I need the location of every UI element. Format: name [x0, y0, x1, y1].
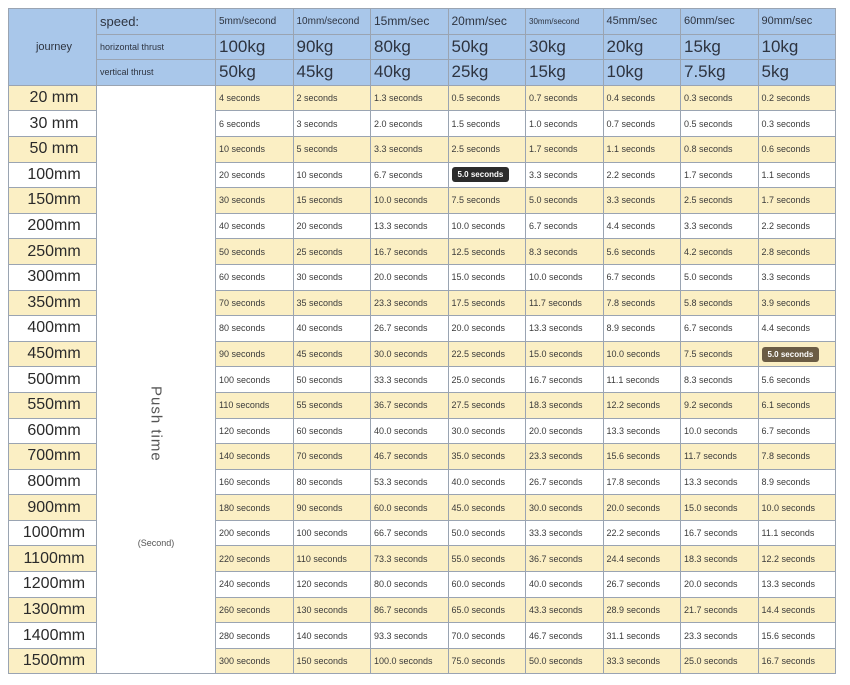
push-time-value: 6.7 seconds: [526, 213, 604, 239]
speed-value: 45mm/sec: [603, 9, 681, 35]
push-time-value: 120 seconds: [293, 572, 371, 598]
push-time-value: 5.0 seconds: [526, 188, 604, 214]
push-time-value: 260 seconds: [216, 597, 294, 623]
push-time-unit: (Second): [137, 537, 175, 548]
push-time-value: 10.0 seconds: [758, 495, 836, 521]
push-time-value: 12.2 seconds: [758, 546, 836, 572]
push-time-value: 21.7 seconds: [681, 597, 759, 623]
push-time-value: 24.4 seconds: [603, 546, 681, 572]
push-time-value: 2.8 seconds: [758, 239, 836, 265]
push-time-cell: [97, 85, 216, 674]
push-time-value: 30.0 seconds: [526, 495, 604, 521]
push-time-value: 80.0 seconds: [371, 572, 449, 598]
push-time-value: 0.3 seconds: [758, 111, 836, 137]
push-time-value: 220 seconds: [216, 546, 294, 572]
speed-label: speed:: [97, 9, 216, 35]
push-time-value: 5.8 seconds: [681, 290, 759, 316]
push-time-value: 43.3 seconds: [526, 597, 604, 623]
push-time-value: 110 seconds: [293, 546, 371, 572]
push-time-value: 100.0 seconds: [371, 648, 449, 674]
push-time-value: 45 seconds: [293, 341, 371, 367]
push-time-value: 8.3 seconds: [681, 367, 759, 393]
journey-distance: 20 mm: [9, 85, 97, 111]
push-time-value: 7.5 seconds: [448, 188, 526, 214]
push-time-value: 1.5 seconds: [448, 111, 526, 137]
speed-row: [9, 9, 836, 35]
speed-value: 90mm/sec: [758, 9, 836, 35]
push-time-value: 160 seconds: [216, 469, 294, 495]
push-time-value: 5.6 seconds: [758, 367, 836, 393]
push-time-value: 1.3 seconds: [371, 85, 449, 111]
push-time-value: 70 seconds: [216, 290, 294, 316]
push-time-value: 13.3 seconds: [758, 572, 836, 598]
push-time-value: 3.3 seconds: [603, 188, 681, 214]
push-time-value: 13.3 seconds: [603, 418, 681, 444]
push-time-value: 86.7 seconds: [371, 597, 449, 623]
push-time-value: 35 seconds: [293, 290, 371, 316]
push-time-value: 4.2 seconds: [681, 239, 759, 265]
journey-distance: 400mm: [9, 316, 97, 342]
push-time-value: 12.5 seconds: [448, 239, 526, 265]
push-time-value: 46.7 seconds: [371, 444, 449, 470]
push-time-value: 3.9 seconds: [758, 290, 836, 316]
push-time-value: 3.3 seconds: [526, 162, 604, 188]
push-time-value: 36.7 seconds: [526, 546, 604, 572]
push-time-value: 65.0 seconds: [448, 597, 526, 623]
push-time-value: 100 seconds: [216, 367, 294, 393]
push-time-value: 2 seconds: [293, 85, 371, 111]
push-time-value: 15 seconds: [293, 188, 371, 214]
push-time-value: 45.0 seconds: [448, 495, 526, 521]
push-time-value: 30.0 seconds: [371, 341, 449, 367]
push-time-value: 10.0 seconds: [526, 264, 604, 290]
push-time-value: 300 seconds: [216, 648, 294, 674]
push-time-value: 60 seconds: [293, 418, 371, 444]
push-time-value: 15.0 seconds: [526, 341, 604, 367]
journey-distance: 1100mm: [9, 546, 97, 572]
journey-distance: 900mm: [9, 495, 97, 521]
push-time-value: 14.4 seconds: [758, 597, 836, 623]
push-time-value: 5 seconds: [293, 136, 371, 162]
push-time-value: 20.0 seconds: [603, 495, 681, 521]
vertical-thrust-value: 7.5kg: [681, 60, 759, 86]
push-time-value: 0.8 seconds: [681, 136, 759, 162]
journey-distance: 1300mm: [9, 597, 97, 623]
push-time-value: 36.7 seconds: [371, 392, 449, 418]
push-time-value: 200 seconds: [216, 520, 294, 546]
push-time-value: 5.6 seconds: [603, 239, 681, 265]
push-time-value: 55 seconds: [293, 392, 371, 418]
journey-distance: 1500mm: [9, 648, 97, 674]
horizontal-thrust-value: 20kg: [603, 34, 681, 60]
journey-distance: 700mm: [9, 444, 97, 470]
push-time-value: 60.0 seconds: [448, 572, 526, 598]
journey-distance: 350mm: [9, 290, 97, 316]
push-time-value: 17.8 seconds: [603, 469, 681, 495]
push-time-value: 50.0 seconds: [448, 520, 526, 546]
push-time-value: 40.0 seconds: [526, 572, 604, 598]
push-time-value: 6.7 seconds: [371, 162, 449, 188]
push-time-value: 70 seconds: [293, 444, 371, 470]
push-time-value: 16.7 seconds: [526, 367, 604, 393]
push-time-value: 18.3 seconds: [681, 546, 759, 572]
push-time-value: 10.0 seconds: [681, 418, 759, 444]
journey-distance: 250mm: [9, 239, 97, 265]
push-time-title: Push time: [147, 385, 165, 462]
push-time-value: 2.5 seconds: [681, 188, 759, 214]
journey-distance: 1000mm: [9, 520, 97, 546]
push-time-value: 3.3 seconds: [681, 213, 759, 239]
push-time-value: 0.6 seconds: [758, 136, 836, 162]
push-time-value: [448, 162, 526, 188]
push-time-value: 26.7 seconds: [526, 469, 604, 495]
push-time-value: 30.0 seconds: [448, 418, 526, 444]
push-time-value: 1.7 seconds: [526, 136, 604, 162]
journey-distance: 30 mm: [9, 111, 97, 137]
push-time-value: 25.0 seconds: [448, 367, 526, 393]
push-time-body: [9, 85, 836, 674]
push-time-value: 10.0 seconds: [371, 188, 449, 214]
push-time-value: 16.7 seconds: [758, 648, 836, 674]
journey-distance: 600mm: [9, 418, 97, 444]
push-time-value: 80 seconds: [216, 316, 294, 342]
push-time-value: 7.8 seconds: [758, 444, 836, 470]
speed-value: 5mm/second: [216, 9, 294, 35]
push-time-value: 80 seconds: [293, 469, 371, 495]
push-time-value: 100 seconds: [293, 520, 371, 546]
vertical-thrust-label: vertical thrust: [97, 60, 216, 86]
push-time-value: 9.2 seconds: [681, 392, 759, 418]
highlighted-value: 5.0 seconds: [452, 167, 510, 182]
push-time-value: 280 seconds: [216, 623, 294, 649]
horizontal-thrust-label: horizontal thrust: [97, 34, 216, 60]
push-time-value: 20.0 seconds: [681, 572, 759, 598]
highlighted-value: 5.0 seconds: [762, 347, 820, 362]
push-time-value: 5.0 seconds: [681, 264, 759, 290]
push-time-value: 15.0 seconds: [448, 264, 526, 290]
push-time-value: 27.5 seconds: [448, 392, 526, 418]
push-time-value: 11.7 seconds: [681, 444, 759, 470]
vertical-thrust-value: 40kg: [371, 60, 449, 86]
table-row: [9, 85, 836, 111]
speed-value: 10mm/second: [293, 9, 371, 35]
vertical-thrust-value: 5kg: [758, 60, 836, 86]
push-time-value: 0.2 seconds: [758, 85, 836, 111]
push-time-value: 140 seconds: [293, 623, 371, 649]
push-time-value: 240 seconds: [216, 572, 294, 598]
push-time-value: 50 seconds: [216, 239, 294, 265]
horizontal-thrust-value: 100kg: [216, 34, 294, 60]
push-time-value: 4 seconds: [216, 85, 294, 111]
push-time-value: 22.2 seconds: [603, 520, 681, 546]
push-time-value: 0.3 seconds: [681, 85, 759, 111]
vertical-thrust-value: 25kg: [448, 60, 526, 86]
push-time-value: 180 seconds: [216, 495, 294, 521]
journey-distance: 200mm: [9, 213, 97, 239]
push-time-value: 23.3 seconds: [371, 290, 449, 316]
horizontal-thrust-value: 90kg: [293, 34, 371, 60]
push-time-value: 7.5 seconds: [681, 341, 759, 367]
push-time-value: 16.7 seconds: [371, 239, 449, 265]
push-time-value: 60 seconds: [216, 264, 294, 290]
push-time-value: 26.7 seconds: [371, 316, 449, 342]
vertical-thrust-value: 45kg: [293, 60, 371, 86]
push-time-value: 3.3 seconds: [371, 136, 449, 162]
push-time-value: 0.4 seconds: [603, 85, 681, 111]
journey-distance: 550mm: [9, 392, 97, 418]
push-time-value: 150 seconds: [293, 648, 371, 674]
push-time-value: 13.3 seconds: [371, 213, 449, 239]
journey-distance: 1400mm: [9, 623, 97, 649]
vertical-thrust-row: [9, 60, 836, 86]
horizontal-thrust-row: [9, 34, 836, 60]
push-time-value: 10 seconds: [216, 136, 294, 162]
push-time-value: 130 seconds: [293, 597, 371, 623]
journey-distance: 450mm: [9, 341, 97, 367]
horizontal-thrust-value: 80kg: [371, 34, 449, 60]
push-time-value: 0.5 seconds: [681, 111, 759, 137]
push-time-value: 11.1 seconds: [758, 520, 836, 546]
push-time-value: 40.0 seconds: [448, 469, 526, 495]
push-time-value: 90 seconds: [216, 341, 294, 367]
push-time-value: 40.0 seconds: [371, 418, 449, 444]
push-time-value: 3 seconds: [293, 111, 371, 137]
push-time-value: 93.3 seconds: [371, 623, 449, 649]
push-time-value: 15.6 seconds: [758, 623, 836, 649]
speed-value: 60mm/sec: [681, 9, 759, 35]
journey-distance: 150mm: [9, 188, 97, 214]
vertical-thrust-value: 50kg: [216, 60, 294, 86]
push-time-value: 6.1 seconds: [758, 392, 836, 418]
push-time-value: 1.1 seconds: [758, 162, 836, 188]
horizontal-thrust-value: 10kg: [758, 34, 836, 60]
push-time-value: 46.7 seconds: [526, 623, 604, 649]
journey-distance: 800mm: [9, 469, 97, 495]
speed-value: 15mm/sec: [371, 9, 449, 35]
push-time-value: 8.9 seconds: [603, 316, 681, 342]
push-time-value: 73.3 seconds: [371, 546, 449, 572]
push-time-value: 50.0 seconds: [526, 648, 604, 674]
push-time-value: 20 seconds: [216, 162, 294, 188]
push-time-value: 55.0 seconds: [448, 546, 526, 572]
push-time-value: 6.7 seconds: [603, 264, 681, 290]
push-time-table: [8, 8, 836, 674]
push-time-value: 20.0 seconds: [526, 418, 604, 444]
push-time-value: 50 seconds: [293, 367, 371, 393]
horizontal-thrust-value: 50kg: [448, 34, 526, 60]
journey-distance: 500mm: [9, 367, 97, 393]
vertical-thrust-value: 10kg: [603, 60, 681, 86]
journey-header: journey: [9, 9, 97, 86]
journey-distance: 300mm: [9, 264, 97, 290]
push-time-value: 10 seconds: [293, 162, 371, 188]
push-time-value: 0.5 seconds: [448, 85, 526, 111]
push-time-value: 28.9 seconds: [603, 597, 681, 623]
push-time-value: 110 seconds: [216, 392, 294, 418]
push-time-value: 7.8 seconds: [603, 290, 681, 316]
push-time-value: 2.2 seconds: [758, 213, 836, 239]
horizontal-thrust-value: 15kg: [681, 34, 759, 60]
push-time-value: 22.5 seconds: [448, 341, 526, 367]
push-time-value: 26.7 seconds: [603, 572, 681, 598]
vertical-thrust-value: 15kg: [526, 60, 604, 86]
push-time-value: 70.0 seconds: [448, 623, 526, 649]
journey-distance: 100mm: [9, 162, 97, 188]
push-time-value: 10.0 seconds: [448, 213, 526, 239]
push-time-value: 10.0 seconds: [603, 341, 681, 367]
speed-value: 30mm/second: [526, 9, 604, 35]
push-time-value: 15.0 seconds: [681, 495, 759, 521]
push-time-value: 2.0 seconds: [371, 111, 449, 137]
push-time-value: 4.4 seconds: [758, 316, 836, 342]
push-time-value: 33.3 seconds: [371, 367, 449, 393]
push-time-value: 23.3 seconds: [681, 623, 759, 649]
push-time-value: 11.7 seconds: [526, 290, 604, 316]
push-time-value: 13.3 seconds: [526, 316, 604, 342]
push-time-value: 25.0 seconds: [681, 648, 759, 674]
push-time-value: 53.3 seconds: [371, 469, 449, 495]
push-time-value: 25 seconds: [293, 239, 371, 265]
push-time-value: 1.0 seconds: [526, 111, 604, 137]
push-time-value: 60.0 seconds: [371, 495, 449, 521]
push-time-value: 20.0 seconds: [448, 316, 526, 342]
push-time-value: 40 seconds: [216, 213, 294, 239]
push-time-value: 40 seconds: [293, 316, 371, 342]
push-time-value: 20.0 seconds: [371, 264, 449, 290]
push-time-value: 35.0 seconds: [448, 444, 526, 470]
push-time-value: 2.5 seconds: [448, 136, 526, 162]
push-time-value: 8.9 seconds: [758, 469, 836, 495]
push-time-value: 33.3 seconds: [526, 520, 604, 546]
push-time-value: 6.7 seconds: [758, 418, 836, 444]
journey-distance: 50 mm: [9, 136, 97, 162]
push-time-value: 6 seconds: [216, 111, 294, 137]
push-time-value: 0.7 seconds: [526, 85, 604, 111]
push-time-value: 23.3 seconds: [526, 444, 604, 470]
push-time-value: 30 seconds: [293, 264, 371, 290]
speed-value: 20mm/sec: [448, 9, 526, 35]
push-time-value: 31.1 seconds: [603, 623, 681, 649]
push-time-value: 90 seconds: [293, 495, 371, 521]
push-time-value: 13.3 seconds: [681, 469, 759, 495]
push-time-value: 66.7 seconds: [371, 520, 449, 546]
push-time-value: 16.7 seconds: [681, 520, 759, 546]
push-time-value: 17.5 seconds: [448, 290, 526, 316]
push-time-value: 120 seconds: [216, 418, 294, 444]
push-time-value: 4.4 seconds: [603, 213, 681, 239]
push-time-value: 30 seconds: [216, 188, 294, 214]
push-time-value: 3.3 seconds: [758, 264, 836, 290]
push-time-value: 0.7 seconds: [603, 111, 681, 137]
push-time-value: 1.1 seconds: [603, 136, 681, 162]
push-time-value: 6.7 seconds: [681, 316, 759, 342]
push-time-value: 2.2 seconds: [603, 162, 681, 188]
push-time-value: 20 seconds: [293, 213, 371, 239]
push-time-value: 11.1 seconds: [603, 367, 681, 393]
push-time-value: 18.3 seconds: [526, 392, 604, 418]
journey-distance: 1200mm: [9, 572, 97, 598]
push-time-value: 1.7 seconds: [758, 188, 836, 214]
push-time-value: 8.3 seconds: [526, 239, 604, 265]
push-time-value: [758, 341, 836, 367]
horizontal-thrust-value: 30kg: [526, 34, 604, 60]
push-time-value: 33.3 seconds: [603, 648, 681, 674]
push-time-value: 75.0 seconds: [448, 648, 526, 674]
push-time-value: 15.6 seconds: [603, 444, 681, 470]
push-time-value: 12.2 seconds: [603, 392, 681, 418]
push-time-value: 140 seconds: [216, 444, 294, 470]
push-time-value: 1.7 seconds: [681, 162, 759, 188]
